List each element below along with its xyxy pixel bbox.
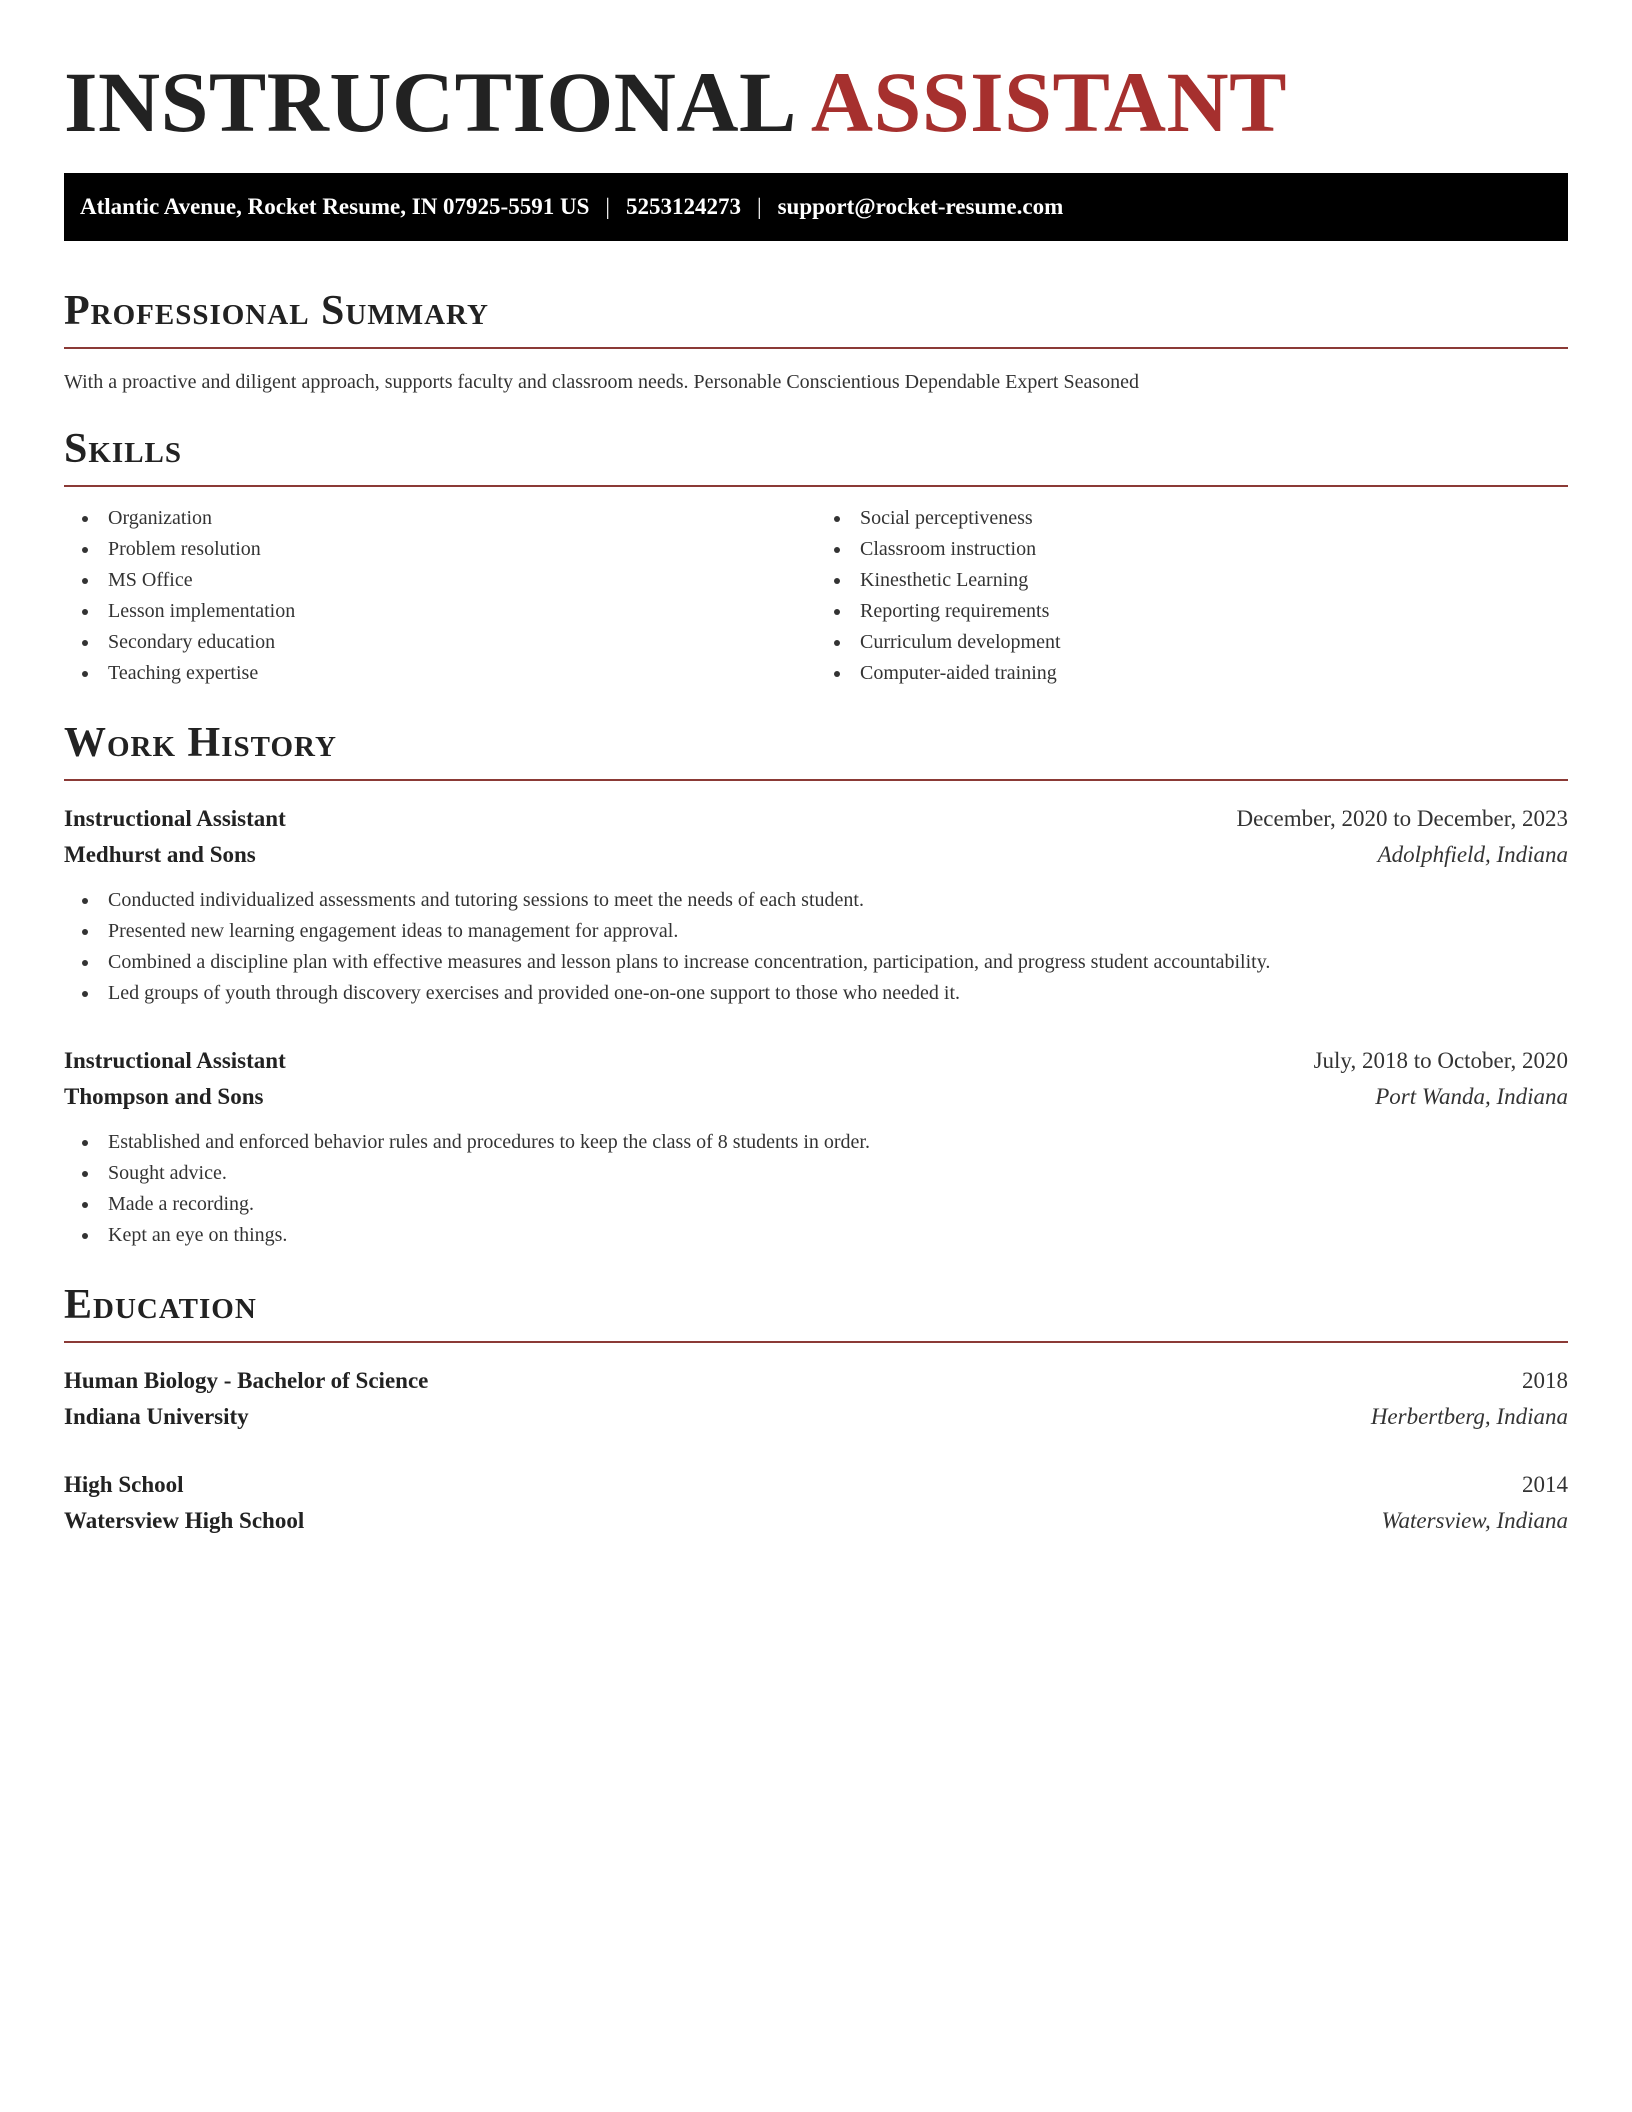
skill-item: Classroom instruction bbox=[860, 534, 1568, 565]
skills-heading: Skills bbox=[64, 426, 183, 472]
job-bullet: Made a recording. bbox=[108, 1189, 1568, 1220]
job-company: Medhurst and Sons bbox=[64, 842, 256, 867]
skills-columns bbox=[64, 503, 1568, 689]
contact-email[interactable]: support@rocket-resume.com bbox=[777, 194, 1064, 219]
skills-list-left bbox=[64, 503, 816, 689]
skill-item: Organization bbox=[108, 503, 816, 534]
skill-item: Computer-aided training bbox=[860, 658, 1568, 689]
skills-list-right bbox=[816, 503, 1568, 689]
job-bullets bbox=[64, 885, 1568, 1009]
work-history-heading: Work History bbox=[64, 720, 337, 766]
summary-section bbox=[64, 287, 1568, 395]
contact-separator: | bbox=[756, 194, 762, 219]
job-bullet: Sought advice. bbox=[108, 1158, 1568, 1189]
education-year: 2018 bbox=[1522, 1368, 1568, 1393]
name-first: INSTRUCTIONAL bbox=[64, 54, 797, 150]
job-location: Adolphfield, Indiana bbox=[1377, 842, 1568, 867]
skill-item: Secondary education bbox=[108, 627, 816, 658]
contact-separator: | bbox=[605, 194, 610, 219]
education-entry bbox=[64, 1467, 1568, 1539]
job-bullets bbox=[64, 1127, 1568, 1251]
education-location: Herbertberg, Indiana bbox=[1370, 1404, 1568, 1429]
skill-item: Curriculum development bbox=[860, 627, 1568, 658]
education-section bbox=[64, 1281, 1568, 1539]
education-degree: Human Biology - Bachelor of Science bbox=[64, 1368, 429, 1393]
job-bullet: Conducted individualized assessments and tutoring sessions to meet the needs of each student. bbox=[108, 885, 1568, 916]
contact-phone[interactable]: 5253124273 bbox=[625, 194, 741, 219]
job-role: Instructional Assistant bbox=[64, 806, 286, 831]
job-dates: December, 2020 to December, 2023 bbox=[1236, 806, 1568, 831]
job-bullet: Led groups of youth through discovery exercises and provided one-on-one support to those who needed it. bbox=[108, 978, 1568, 1009]
skill-item: Lesson implementation bbox=[108, 596, 816, 627]
work-history-section bbox=[64, 719, 1568, 1251]
summary-text: With a proactive and diligent approach, supports faculty and classroom needs. Personable Conscientious Dependable Expert Seasoned bbox=[64, 371, 1139, 393]
education-degree: High School bbox=[64, 1472, 184, 1497]
job-bullet: Presented new learning engagement ideas to management for approval. bbox=[108, 916, 1568, 947]
job-company: Thompson and Sons bbox=[64, 1084, 264, 1109]
skill-item: Problem resolution bbox=[108, 534, 816, 565]
name-last: ASSISTANT bbox=[810, 54, 1288, 150]
job-entry bbox=[64, 1043, 1568, 1251]
job-bullet: Combined a discipline plan with effective measures and lesson plans to increase concentration, participation, and progress student accountability. bbox=[108, 947, 1568, 978]
job-entry bbox=[64, 801, 1568, 1009]
education-location: Watersview, Indiana bbox=[1381, 1508, 1568, 1533]
job-dates: July, 2018 to October, 2020 bbox=[1313, 1048, 1568, 1073]
job-location: Port Wanda, Indiana bbox=[1375, 1084, 1568, 1109]
skill-item: Reporting requirements bbox=[860, 596, 1568, 627]
education-heading: Education bbox=[64, 1282, 257, 1328]
education-school: Indiana University bbox=[64, 1404, 249, 1429]
summary-heading: Professional Summary bbox=[64, 288, 489, 334]
contact-bar bbox=[64, 173, 1568, 241]
section-divider bbox=[64, 779, 1568, 781]
job-bullet: Kept an eye on things. bbox=[108, 1220, 1568, 1251]
education-entry bbox=[64, 1363, 1568, 1435]
skill-item: Social perceptiveness bbox=[860, 503, 1568, 534]
section-divider bbox=[64, 485, 1568, 487]
skill-item: Teaching expertise bbox=[108, 658, 816, 689]
contact-address: Atlantic Avenue, Rocket Resume, IN 07925-5591 US bbox=[80, 194, 590, 219]
skill-item: Kinesthetic Learning bbox=[860, 565, 1568, 596]
job-role: Instructional Assistant bbox=[64, 1048, 286, 1073]
education-year: 2014 bbox=[1522, 1472, 1568, 1497]
job-bullet: Established and enforced behavior rules and procedures to keep the class of 8 students in order. bbox=[108, 1127, 1568, 1158]
resume-name bbox=[64, 56, 1568, 148]
skills-section bbox=[64, 425, 1568, 689]
education-school: Watersview High School bbox=[64, 1508, 305, 1533]
section-divider bbox=[64, 1341, 1568, 1343]
skill-item: MS Office bbox=[108, 565, 816, 596]
section-divider bbox=[64, 347, 1568, 349]
